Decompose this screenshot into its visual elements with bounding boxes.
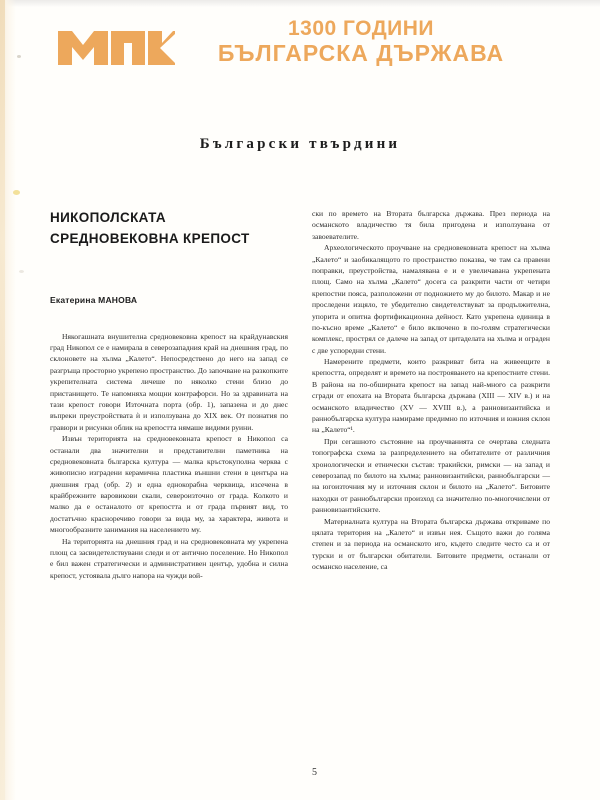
masthead-slogan-line2: БЪЛГАРСКА ДЪРЖАВА xyxy=(217,39,505,66)
column-right xyxy=(312,208,550,573)
section-rubric: Български твърдини xyxy=(199,136,401,152)
paragraph: Извън територията на средновековната крепост в Никопол са останали два значителни и представителни паметника на средновековната българска култура — малка кръстокуполна черква с живописно изградени керамична пластика външни стени в центъра на днешния град (обр. 2) и една еднокорабна черквица, изсечена в крайбрежните варовикови скали, североизточно от града. Колкото и малко да е останалото от крепостта и от града първият вид, то достатъчно красноречиво говори за вида му, за характера, живота и многообразните занимания на населението му. xyxy=(50,434,288,535)
paragraph: Намерените предмети, които разкриват бита на живеещите в крепостта, определят и времето на построяването на крепостните стени. В района на по-обширната крепост на запад най-много са разкрити сгради от епохата на Втората българска държава (XIII — XIV в.) и на османското владичество (XV — XVIII в.), а ранновизантийска и раннобългарска култура намираме предимно по източния и южния склон на „Калето“¹. xyxy=(312,357,550,435)
left-column-body xyxy=(50,331,288,582)
page-number: 5 xyxy=(312,767,317,778)
scan-edge-artifact-top xyxy=(0,0,600,7)
article-title xyxy=(50,208,288,250)
masthead xyxy=(0,14,600,76)
scan-edge-artifact-left-inner xyxy=(0,0,5,800)
paragraph: При сегашното състояние на проучванията се очертава следната топографска схема за разпределението на обитателите от различния хронологически и етнически състав: тракийски, римски — на запад и северозапад по билото на хълма; ранновизантийски, раннобългарски — на югоизточния му и източния склон и билото на „Калето“. Битовите находки от раннобългарски произход са значително по-многочислени от ранновизантийските. xyxy=(312,436,550,515)
paragraph: Археологическото проучване на средновековната крепост на хълма „Калето“ и заобикалящото го пространство показва, че там са правени поправки, преустройства, намалявана е и е увеличавана укрепената площ. Само на хълма „Калето“ досега са разкрити части от четири крепостни пояса, разположени от подножието му до билото. Макар и не проследени изцяло, те убедително свидетелствуват за продължителна, упорита и опитна фортификационна дейност. Като укрепена единица в по-късно време „Калето“ е било включено в по-голям стратегически комплекс, прострял се далече на запад от цитаделата на хълма и ограден с две успоредни стени. xyxy=(312,243,550,355)
mpk-logo-icon xyxy=(57,21,175,71)
masthead-slogan xyxy=(196,18,526,66)
paragraph: Някогашната внушителна средновековна крепост на крайдунавския град Никопол се е намирала в северозападния край на днешния град, по склоновете на хълма „Калето“. Непосредствено до него на запад се разгръща просторно укрепено пространство. До започване на разкопките укрепителната система личеше по няколко стени близо до пристанището. Те напомняха мощни контрафорси. Но за здравината на тази крепост говори Източната порта (обр. 1), запазена и до днес въпреки преустройствата ѝ и използувана до XIX век. От познатия по гравюри и рисунки облик на крепостта нямаше видими руини. xyxy=(50,331,288,432)
article-title-line1: НИКОПОЛСКАТА xyxy=(50,210,166,225)
article-title-line2: СРЕДНОВЕКОВНА КРЕПОСТ xyxy=(50,230,250,246)
masthead-slogan-line1: 1300 ГОДИНИ xyxy=(287,17,435,40)
column-left xyxy=(50,208,288,581)
scan-speck xyxy=(19,270,24,273)
paragraph: ски по времето на Втората българска държава. През периода на османското владичество тя била пригодена и използувана от завоевателите. xyxy=(312,209,550,241)
article-author: Екатерина МАНОВА xyxy=(50,294,138,305)
paragraph: Материалната култура на Втората българска държава откриваме по цялата територия на „Калето“ и извън нея. Същото важи до голяма степен и за периода на османското иго, където следите често са и от турски и от български обитатели. Битовите предмети, останали от османско население, са xyxy=(312,516,550,572)
paragraph: На територията на днешния град и на средновековната му укрепена площ са засвидетелствувани следи и от антично поселение. Но Никопол е бил важен стратегически и административен център, удобна и силна крепост, устоявала дълго напора на чужди вой- xyxy=(50,536,288,580)
